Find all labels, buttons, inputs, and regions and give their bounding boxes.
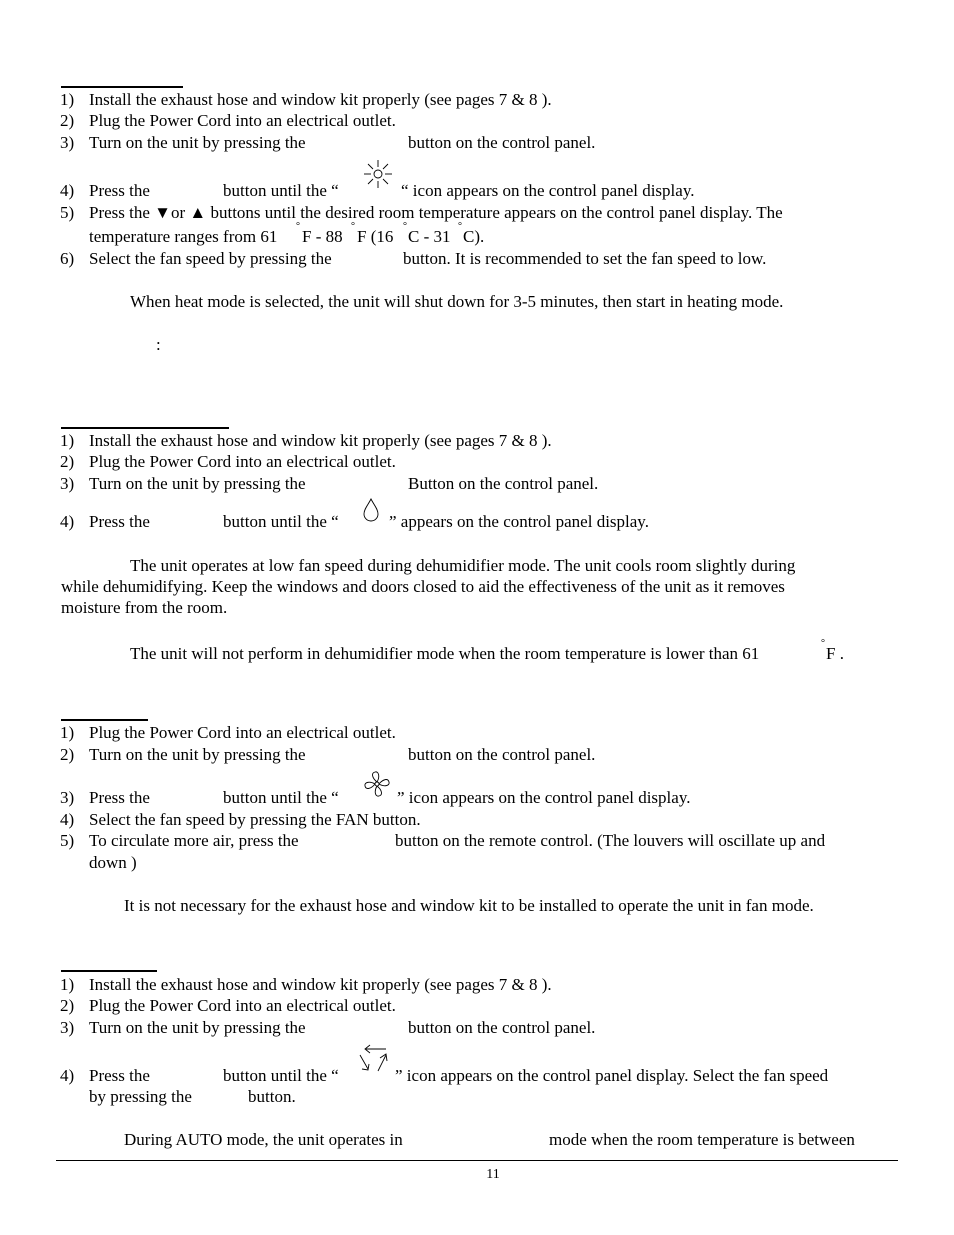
step-number: 2) — [60, 452, 75, 471]
step-text: Select the fan speed by pressing the FAN button. — [89, 810, 421, 829]
step-number: 5) — [60, 831, 75, 850]
step-number: 4) — [60, 810, 75, 829]
step-text: button until the “ — [223, 512, 339, 531]
heading-underline — [61, 427, 229, 429]
step-number: 4) — [60, 512, 75, 531]
step-text: button on the control panel. — [408, 133, 596, 152]
step-number: 1) — [60, 723, 75, 742]
step-text: button. It is recommended to set the fan speed to low. — [403, 249, 767, 268]
step-text: Plug the Power Cord into an electrical outlet. — [89, 452, 396, 471]
step-text: C). — [463, 227, 485, 246]
step-text: Install the exhaust hose and window kit properly (see pages 7 & 8 ). — [89, 431, 552, 450]
step-text: down ) — [89, 853, 137, 872]
heading-underline — [61, 86, 183, 88]
step-number: 1) — [60, 975, 75, 994]
degree-symbol: ° — [351, 221, 355, 232]
step-text: Press the ▼or ▲ buttons until the desired room temperature appears on the control panel display. The — [89, 203, 783, 222]
step-text: by pressing the — [89, 1087, 192, 1106]
step-text: button until the “ — [223, 1066, 339, 1085]
step-text: Plug the Power Cord into an electrical outlet. — [89, 111, 396, 130]
step-number: 4) — [60, 1066, 75, 1085]
degree-symbol: ° — [821, 638, 825, 649]
step-text: ” icon appears on the control panel display. — [397, 788, 691, 807]
step-text: Button on the control panel. — [408, 474, 599, 493]
degree-symbol: ° — [296, 221, 300, 232]
step-text: button on the control panel. — [408, 1018, 596, 1037]
step-text: Press the — [89, 512, 150, 531]
step-text: To circulate more air, press the — [89, 831, 299, 850]
auto-cycle-icon — [356, 1043, 390, 1077]
step-text: Press the — [89, 1066, 150, 1085]
step-text: button. — [248, 1087, 296, 1106]
step-text: button until the “ — [223, 181, 339, 200]
step-text: Select the fan speed by pressing the — [89, 249, 332, 268]
step-text: C - 31 — [408, 227, 451, 246]
step-number: 2) — [60, 996, 75, 1015]
note-text: During AUTO mode, the unit operates in — [124, 1130, 403, 1149]
heading-underline — [61, 970, 157, 972]
step-number: 6) — [60, 249, 75, 268]
degree-symbol: ° — [458, 221, 462, 232]
step-text: button on the remote control. (The louvers will oscillate up and — [395, 831, 826, 850]
step-text: Install the exhaust hose and window kit properly (see pages 7 & 8 ). — [89, 90, 552, 109]
page-number: 11 — [486, 1167, 500, 1182]
step-text: Turn on the unit by pressing the — [89, 1018, 306, 1037]
step-number: 3) — [60, 788, 75, 807]
step-text: ” icon appears on the control panel display. Select the fan speed — [395, 1066, 829, 1085]
water-drop-icon — [362, 497, 380, 523]
step-number: 3) — [60, 474, 75, 493]
step-text: Plug the Power Cord into an electrical outlet. — [89, 996, 396, 1015]
step-number: 4) — [60, 181, 75, 200]
step-text: button on the control panel. — [408, 745, 596, 764]
sun-icon — [362, 158, 394, 190]
step-text: F (16 — [357, 227, 394, 246]
note-text: mode when the room temperature is between — [549, 1130, 855, 1149]
step-number: 2) — [60, 111, 75, 130]
step-text: Turn on the unit by pressing the — [89, 745, 306, 764]
step-number: 5) — [60, 203, 75, 222]
step-text: Press the — [89, 181, 150, 200]
step-number: 3) — [60, 1018, 75, 1037]
step-text: ” appears on the control panel display. — [389, 512, 649, 531]
heading-underline — [61, 719, 148, 721]
note-text: When heat mode is selected, the unit will shut down for 3-5 minutes, then start in heating mode. — [130, 292, 784, 311]
note-text: The unit operates at low fan speed during dehumidifier mode. The unit cools room slightly during — [130, 556, 796, 575]
note-text: while dehumidifying. Keep the windows and doors closed to aid the effectiveness of the unit as it removes — [61, 577, 785, 596]
step-text: Install the exhaust hose and window kit properly (see pages 7 & 8 ). — [89, 975, 552, 994]
step-text: F - 88 — [302, 227, 343, 246]
degree-symbol: ° — [403, 221, 407, 232]
note-text: It is not necessary for the exhaust hose and window kit to be installed to operate the unit in fan mode. — [124, 896, 814, 915]
step-text: “ icon appears on the control panel display. — [401, 181, 695, 200]
note-text: F . — [826, 644, 844, 663]
step-text: temperature ranges from 61 — [89, 227, 278, 246]
step-number: 1) — [60, 90, 75, 109]
step-text: button until the “ — [223, 788, 339, 807]
note-text: The unit will not perform in dehumidifier mode when the room temperature is lower than 61 — [130, 644, 760, 663]
step-number: 2) — [60, 745, 75, 764]
footer-rule — [56, 1160, 898, 1161]
step-text: Plug the Power Cord into an electrical outlet. — [89, 723, 396, 742]
note-colon: : — [156, 335, 161, 354]
step-number: 3) — [60, 133, 75, 152]
fan-icon — [363, 770, 391, 798]
step-text: Press the — [89, 788, 150, 807]
step-text: Turn on the unit by pressing the — [89, 133, 306, 152]
step-text: Turn on the unit by pressing the — [89, 474, 306, 493]
note-text: moisture from the room. — [61, 598, 228, 617]
step-number: 1) — [60, 431, 75, 450]
